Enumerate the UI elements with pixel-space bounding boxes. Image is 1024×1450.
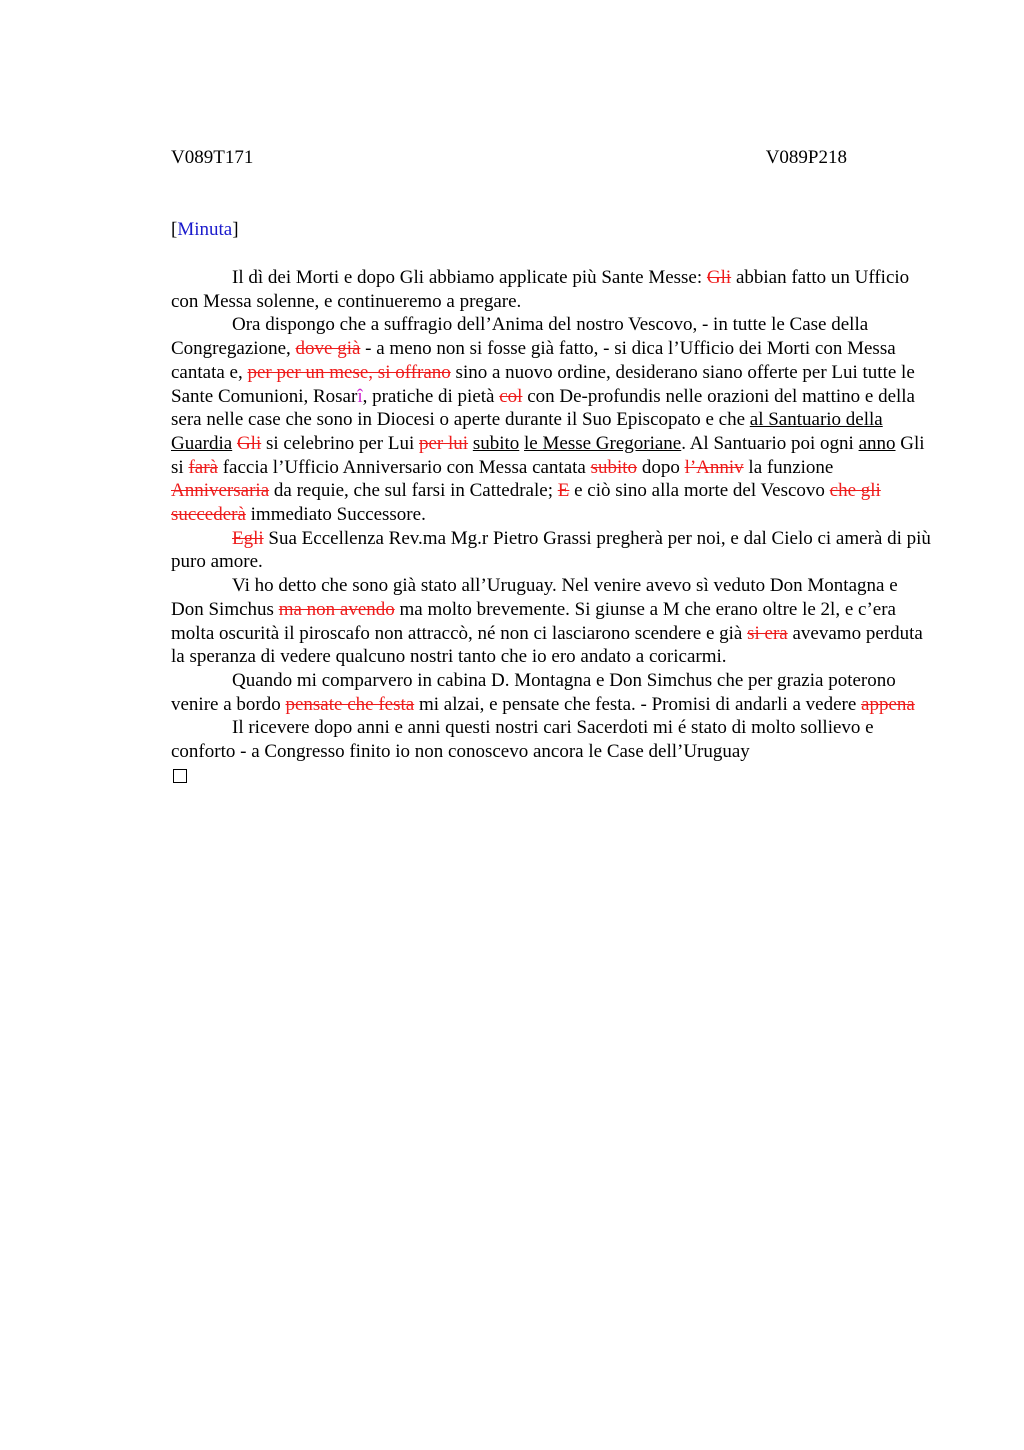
deleted-text: dove già (295, 338, 361, 360)
text-run: Il ricevere dopo anni e anni questi nostri cari Sacerdoti mi é stato di molto sollievo e conforto - a Congresso finito io non conoscevo ancora le Case dell’Uruguay (171, 717, 874, 763)
marked-character: î (357, 385, 363, 407)
text-run: Sua Eccellenza Rev.ma Mg.r Pietro Grassi pregherà per noi, e dal Cielo ci amerà di più puro amore. (171, 527, 931, 573)
deleted-text: Egli (232, 527, 264, 549)
underlined-text: subito (472, 432, 520, 454)
deleted-text: Gli (706, 267, 732, 288)
deleted-text: Gli (236, 432, 262, 454)
deleted-text: farà (188, 456, 218, 478)
minuta-open-bracket: [ (171, 219, 178, 240)
text-run: la funzione (743, 456, 834, 478)
text-run: da requie, che sul farsi in Cattedrale; (269, 480, 558, 502)
text-run: mi alzai, e pensate che festa. - Promisi di andarli a vedere (414, 693, 862, 715)
minuta-text: Minuta (177, 219, 233, 240)
paragraph-1 (171, 266, 931, 313)
deleted-text: ma non avendo (278, 598, 395, 620)
text-run: - a meno non si fosse già fatto, - si dica l’Ufficio dei Morti con Messa cantata e, (171, 338, 896, 383)
deleted-text: per lui (419, 432, 469, 454)
text-run: Quando mi comparvero in cabina D. Montagna e Don Simchus che per grazia poterono venire a bordo (171, 669, 896, 715)
left-code: V089T171 (171, 147, 254, 168)
deleted-text: che gli succederà (171, 480, 881, 526)
minuta-close-bracket: ] (232, 219, 239, 240)
text-run: abbian fatto un Ufficio con Messa solenne, e continueremo a pregare. (171, 267, 910, 312)
text-run: con De-profundis nelle orazioni del mattino e della sera nelle case che sono in Diocesi o aperte durante il Suo Episcopato e che (171, 385, 915, 431)
minuta-label (171, 218, 239, 242)
paragraph-4 (171, 574, 931, 669)
deleted-text: l’Anniv (684, 456, 744, 478)
deleted-text: per per un mese, si offrano (247, 361, 451, 383)
text-run: si celebrino per Lui (261, 432, 419, 454)
text-run: dopo (637, 456, 685, 478)
deleted-text: si era (747, 622, 788, 644)
text-run: avevamo perduta la speranza di vedere qualcuno nostri tanto che io ero andato a coricarmi. (171, 622, 923, 668)
deleted-text: subito (590, 456, 638, 478)
text-run: Ora dispongo che a suffragio dell’Anima del nostro Vescovo, - in tutte le Case della Congregazione, (171, 314, 869, 360)
letter-body (171, 266, 931, 783)
paragraph-5 (171, 669, 931, 716)
square-outline-icon (173, 769, 187, 783)
text-run: . Al Santuario poi ogni (681, 432, 859, 454)
underlined-text: al Santuario della Guardia (171, 409, 883, 454)
right-code: V089P218 (765, 147, 847, 168)
paragraph-3 (171, 527, 931, 574)
text-run: Gli si (171, 432, 925, 478)
paragraph-6 (171, 716, 931, 763)
text-run: Vi ho detto che sono già stato all’Uruguay. Nel venire avevo sì veduto Don Montagna e Don Simchus (171, 575, 898, 620)
text-run: , pratiche di pietà (362, 385, 500, 407)
text-run: Il dì dei Morti e dopo Gli abbiamo applicate più Sante Messe: (232, 267, 707, 288)
underlined-text: anno (858, 432, 896, 454)
paragraph-2 (171, 313, 931, 526)
text-run: faccia l’Ufficio Anniversario con Messa cantata (217, 456, 591, 478)
text-run: sino a nuovo ordine, desiderano siano offerte per Lui tutte le Sante Comunioni, Rosar (171, 361, 915, 407)
text-run: e ciò sino alla morte del Vescovo (569, 480, 830, 502)
deleted-text: col (499, 385, 523, 407)
underlined-text: le Messe Gregoriane (524, 432, 682, 454)
deleted-text: E (557, 480, 570, 502)
text-run: immediato Successore. (245, 504, 426, 526)
deleted-text: appena (861, 693, 915, 715)
deleted-text: pensate che festa (285, 693, 415, 715)
deleted-text: Anniversaria (171, 480, 270, 502)
text-run: ma molto brevemente. Si giunse a M che erano oltre le 2l, e c’era molta oscurità il piroscafo non attraccò, né non ci lasciarono scendere e già (171, 598, 896, 644)
